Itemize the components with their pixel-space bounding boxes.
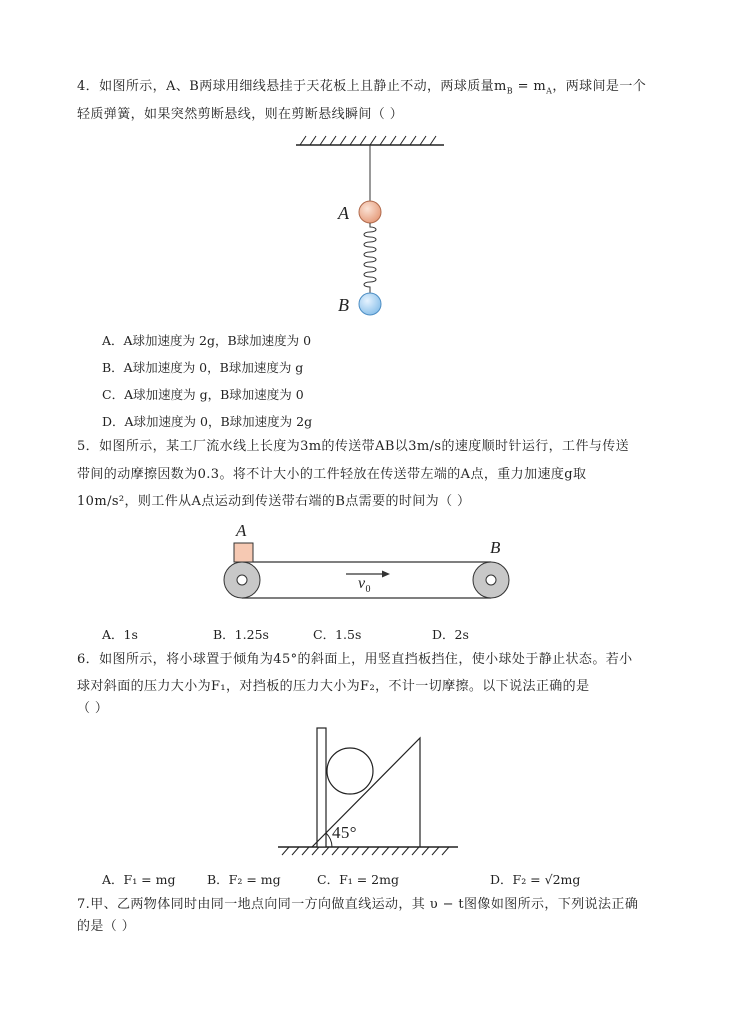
q5-text-line1: 5．如图所示，某工厂流水线上长度为3m的传送带AB以3m/s的速度顺时针运行，工件与传送 bbox=[77, 439, 630, 454]
q5-text-line2: 带间的动摩擦因数为0.3。将不计大小的工件轻放在传送带左端的A点，重力加速度g取 bbox=[77, 467, 587, 482]
workpiece-block bbox=[234, 543, 253, 562]
q5-text-line3: 10m/s²，则工件从A点运动到传送带右端的B点需要的时间为（ ） bbox=[77, 494, 471, 509]
q6-text-line2: 球对斜面的压力大小为F₁，对挡板的压力大小为F₂，不计一切摩擦。以下说法正确的是 bbox=[77, 679, 590, 694]
q5-label-v0 bbox=[358, 575, 371, 599]
q4-sub-a: A bbox=[546, 86, 553, 96]
q4-option-a[interactable]: A．A球加速度为 2g，B球加速度为 0 bbox=[102, 333, 312, 348]
q7-text-line1: 7.甲、乙两物体同时由同一地点向同一方向做直线运动，其 υ − t图像如图所示，下列说法正确 bbox=[77, 897, 639, 912]
ground-hatch bbox=[278, 847, 458, 855]
q4-line1-end: ，两球间是一个 bbox=[552, 79, 647, 94]
q7-text-line2: 的是（ ） bbox=[77, 919, 136, 934]
spring bbox=[364, 223, 376, 293]
q6-option-c[interactable]: C．F₁ = 2mg bbox=[317, 872, 399, 887]
q5-v-sub: 0 bbox=[365, 584, 371, 596]
q6-angle-label: 45° bbox=[332, 823, 357, 842]
q5-v-symbol: v bbox=[358, 575, 366, 592]
q6-option-a[interactable]: A．F₁ = mg bbox=[102, 872, 176, 887]
ball-a bbox=[359, 201, 381, 223]
q4-label-a: A bbox=[338, 203, 350, 223]
vertical-baffle bbox=[317, 728, 326, 847]
ball bbox=[327, 748, 373, 794]
q6-text-line3: （ ） bbox=[77, 701, 109, 716]
q5-label-b: B bbox=[490, 538, 501, 557]
q4-sub-b: B bbox=[506, 86, 514, 96]
q5-option-b[interactable]: B．1.25s bbox=[213, 627, 269, 642]
q4-option-b[interactable]: B．A球加速度为 0，B球加速度为 g bbox=[102, 360, 304, 375]
q5-label-a: A bbox=[236, 521, 247, 540]
q4-line1-eq: = m bbox=[513, 79, 547, 94]
ceiling-hatch bbox=[296, 136, 444, 145]
ball-b bbox=[359, 293, 381, 315]
q4-option-d[interactable]: D．A球加速度为 0，B球加速度为 2g bbox=[102, 414, 313, 429]
q5-option-c[interactable]: C．1.5s bbox=[313, 627, 362, 642]
left-wheel bbox=[224, 562, 260, 598]
q4-option-c[interactable]: C．A球加速度为 g，B球加速度为 0 bbox=[102, 387, 304, 402]
right-wheel bbox=[473, 562, 509, 598]
q5-option-a[interactable]: A．1s bbox=[102, 627, 138, 642]
q4-label-b: B bbox=[338, 295, 350, 315]
q4-text-line1 bbox=[77, 78, 646, 101]
q4-text-line2: 轻质弹簧，如果突然剪断悬线，则在剪断悬线瞬间（ ） bbox=[77, 107, 404, 122]
q5-option-d[interactable]: D．2s bbox=[432, 627, 469, 642]
q4-line1-main: 4．如图所示，A、B两球用细线悬挂于天花板上且静止不动，两球质量m bbox=[77, 79, 507, 94]
q6-text-line1: 6．如图所示，将小球置于倾角为45°的斜面上，用竖直挡板挡住，使小球处于静止状态。若小 bbox=[77, 652, 633, 667]
incline-slope bbox=[312, 738, 420, 847]
q6-option-d[interactable]: D．F₂ = √2mg bbox=[490, 872, 581, 887]
q6-option-b[interactable]: B．F₂ = mg bbox=[207, 872, 281, 887]
